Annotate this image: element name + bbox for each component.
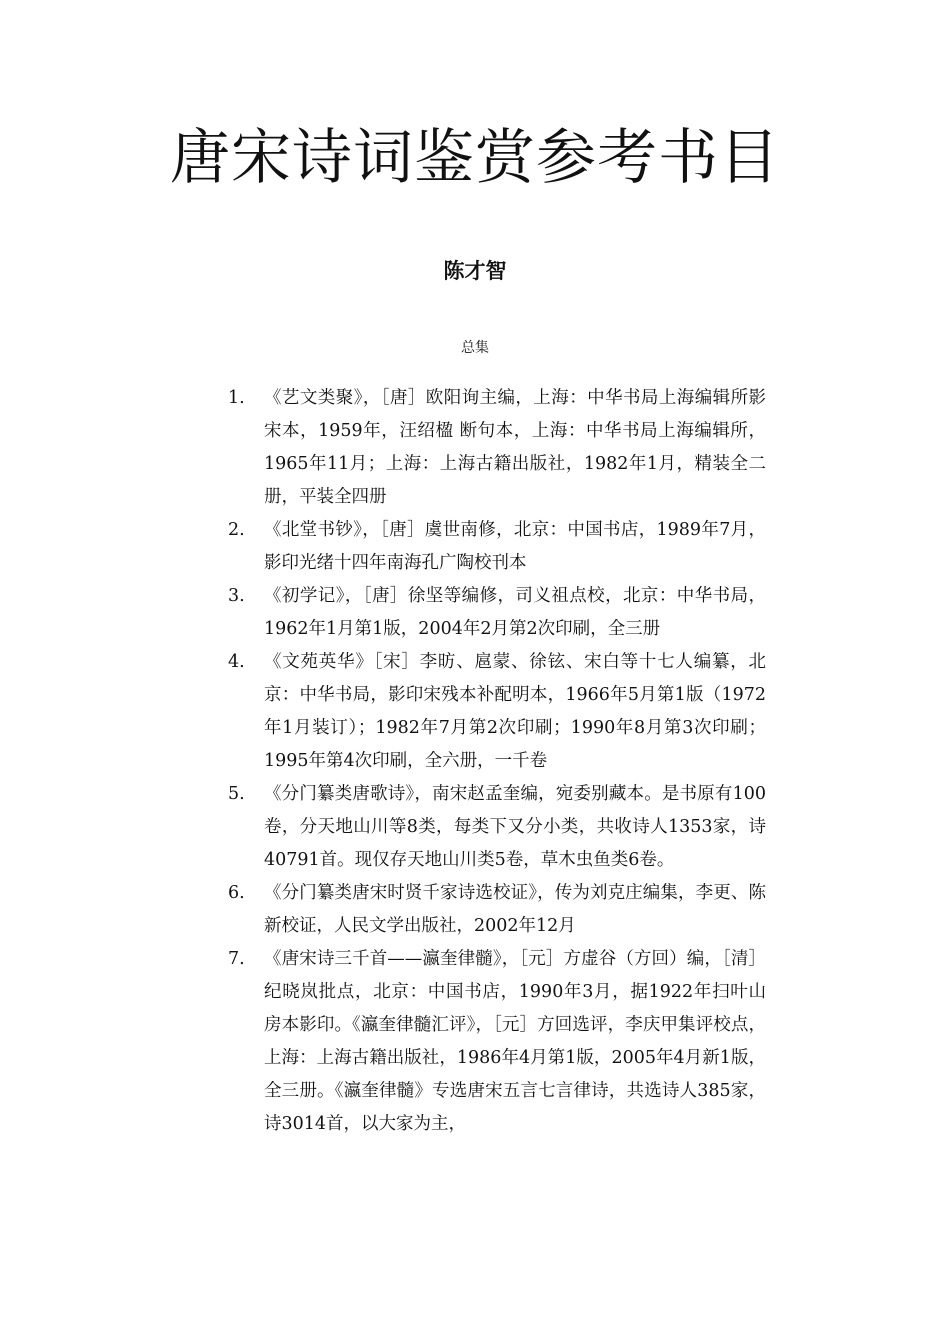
entry-text: 《唐宋诗三千首——瀛奎律髓》，［元］方虚谷（方回）编，［清］纪晓岚批点，北京：中国书店，1990年3月，据1922年扫叶山房本影印。《瀛奎律髓汇评》，［元］方回选评，李庆甲集评校点，上海：上海古籍出版社，1986年4月第1版，2005年4月新1版，全三册。《瀛奎律髓》专选唐宋五言七言律诗，共选诗人385家，诗3014首，以大家为主， (264, 949, 766, 1134)
bibliography-list (226, 382, 766, 1141)
bibliography-entry (226, 382, 766, 514)
section-heading: 总集 (461, 340, 489, 356)
document-title: 唐宋诗词鉴赏参考书目 (170, 123, 780, 193)
entry-text: 《分门纂类唐宋时贤千家诗选校证》，传为刘克庄编集，李更、陈新校证，人民文学出版社，2002年12月 (264, 883, 766, 936)
bibliography-entry (226, 877, 766, 943)
entry-text: 《艺文类聚》，［唐］欧阳询主编，上海：中华书局上海编辑所影宋本，1959年，汪绍楹 断句本，上海：中华书局上海编辑所，1965年11月；上海：上海古籍出版社，1982年1月，精装全二册，平装全四册 (264, 388, 766, 507)
entry-number: 7. (228, 949, 245, 969)
entry-number: 6. (228, 883, 245, 903)
entry-number: 1. (228, 388, 245, 408)
entry-number: 4. (228, 652, 245, 672)
entry-text: 《初学记》，［唐］徐坚等编修，司义祖点校，北京：中华书局，1962年1月第1版，2004年2月第2次印刷，全三册 (264, 586, 766, 639)
bibliography-entry (226, 514, 766, 580)
entry-text: 《分门纂类唐歌诗》，南宋赵孟奎编，宛委别藏本。是书原有100卷，分天地山川等8类，每类下又分小类，共收诗人1353家，诗40791首。现仅存天地山川类5卷，草木虫鱼类6卷。 (264, 784, 766, 870)
author-name: 陈才智 (443, 259, 507, 283)
entry-text: 《北堂书钞》，［唐］虞世南修，北京：中国书店，1989年7月，影印光绪十四年南海孔广陶校刊本 (264, 520, 766, 573)
bibliography-entry (226, 778, 766, 877)
entry-number: 2. (228, 520, 245, 540)
entry-text: 《文苑英华》［宋］李昉、扈蒙、徐铉、宋白等十七人编纂，北京：中华书局，影印宋残本补配明本，1966年5月第1版（1972年1月装订）；1982年7月第2次印刷；1990年8月第3次印刷；1995年第4次印刷，全六册，一千卷 (264, 652, 766, 771)
bibliography-entry (226, 580, 766, 646)
bibliography-entry (226, 943, 766, 1141)
entry-number: 3. (228, 586, 245, 606)
bibliography-entry (226, 646, 766, 778)
entry-number: 5. (228, 784, 245, 804)
